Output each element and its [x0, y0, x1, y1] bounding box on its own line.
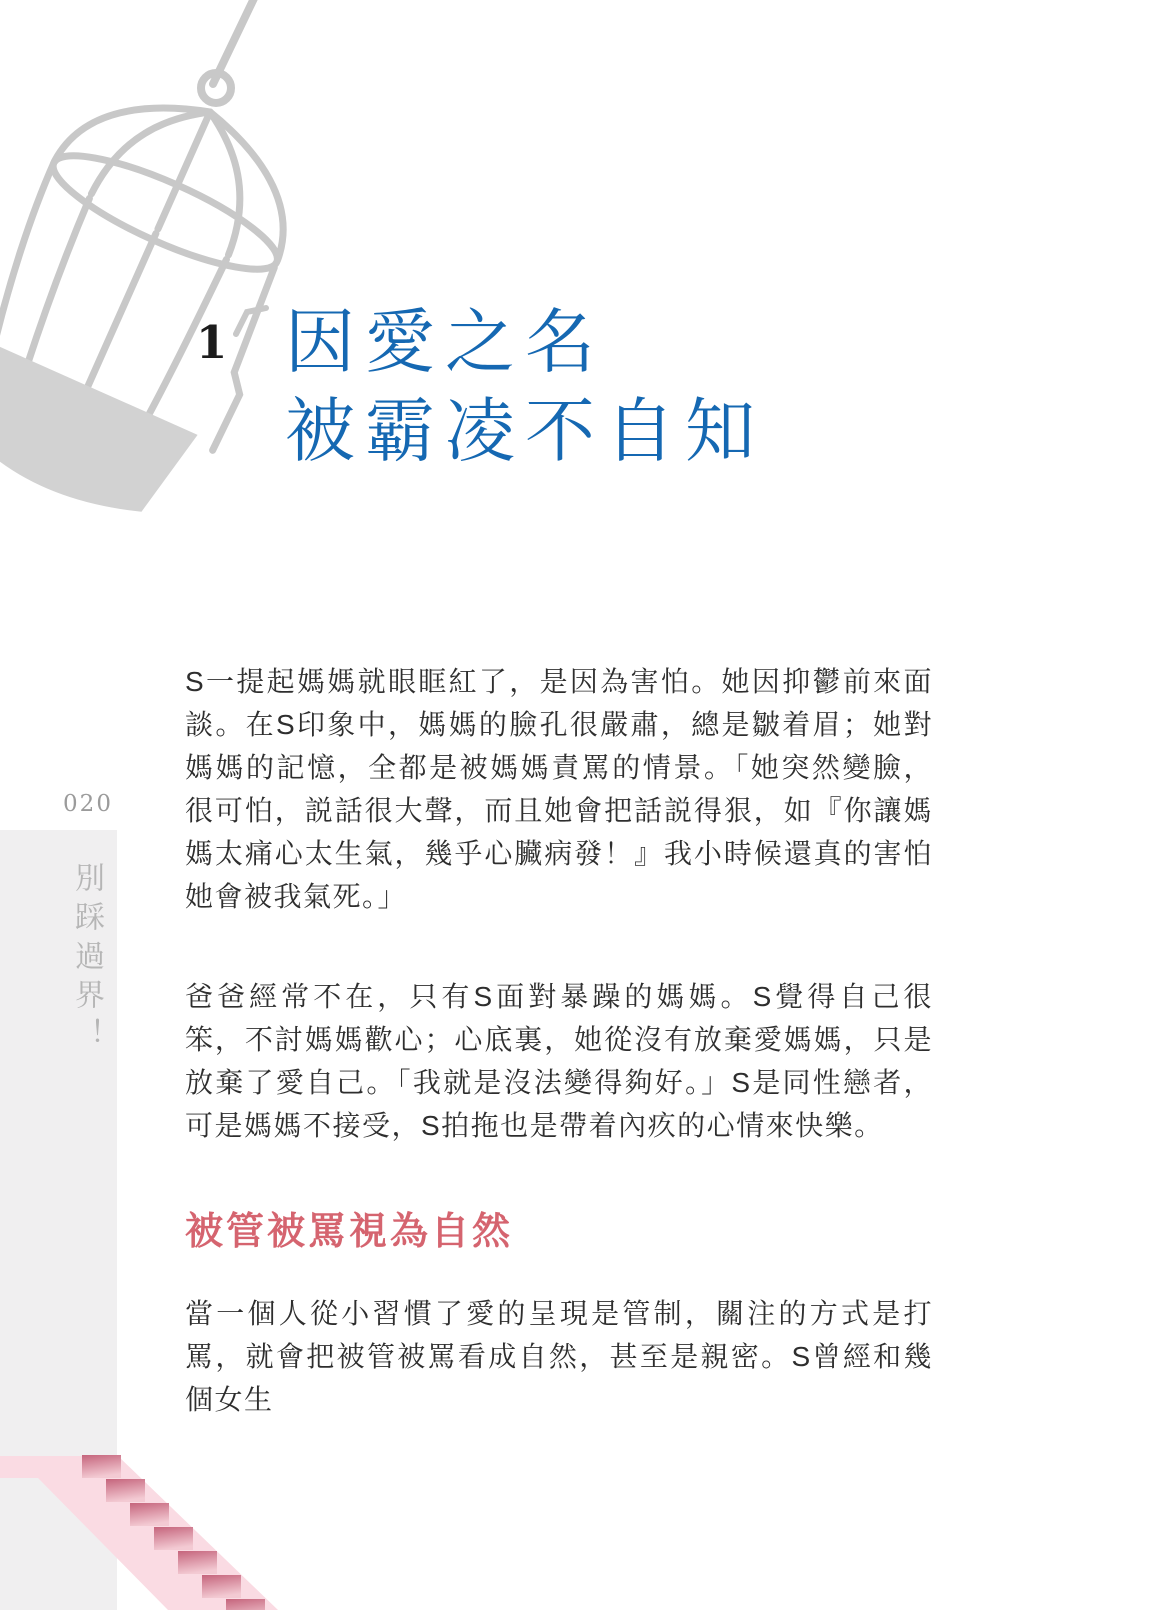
chapter-title-line-2: 被霸凌不自知 [285, 392, 765, 470]
book-title-vertical: 別踩過界！ [70, 862, 103, 1057]
body-text [185, 660, 933, 1478]
paragraph-2: 爸爸經常不在，只有S面對暴躁的媽媽。S覺得自己很笨，不討媽媽歡心；心底裏，她從沒有放棄愛媽媽，只是放棄了愛自己。「我就是沒法變得夠好。」S是同性戀者，可是媽媽不接受，S拍拖也是帶着內疚的心情來快樂。 [185, 981, 933, 1141]
chapter-title [285, 298, 765, 476]
chapter-title-line-1: 因愛之名 [285, 303, 605, 381]
section-heading: 被管被罵視為自然 [185, 1211, 514, 1253]
chapter-number: 1 [196, 316, 228, 369]
birdcage-icon [0, 0, 400, 560]
paragraph-1: S一提起媽媽就眼眶紅了，是因為害怕。她因抑鬱前來面談。在S印象中，媽媽的臉孔很嚴肅，總是皺着眉；她對媽媽的記憶，全都是被媽媽責罵的情景。「她突然變臉，很可怕，説話很大聲，而且她會把話説得狠，如『你讓媽媽太痛心太生氣，幾乎心臟病發！』我小時候還真的害怕她會被我氣死。」 [185, 666, 933, 912]
page-number: 020 [63, 791, 113, 817]
paragraph-3: 當一個人從小習慣了愛的呈現是管制，關注的方式是打罵，就會把被管被罵看成自然，甚至是親密。S曾經和幾個女生 [185, 1298, 933, 1415]
